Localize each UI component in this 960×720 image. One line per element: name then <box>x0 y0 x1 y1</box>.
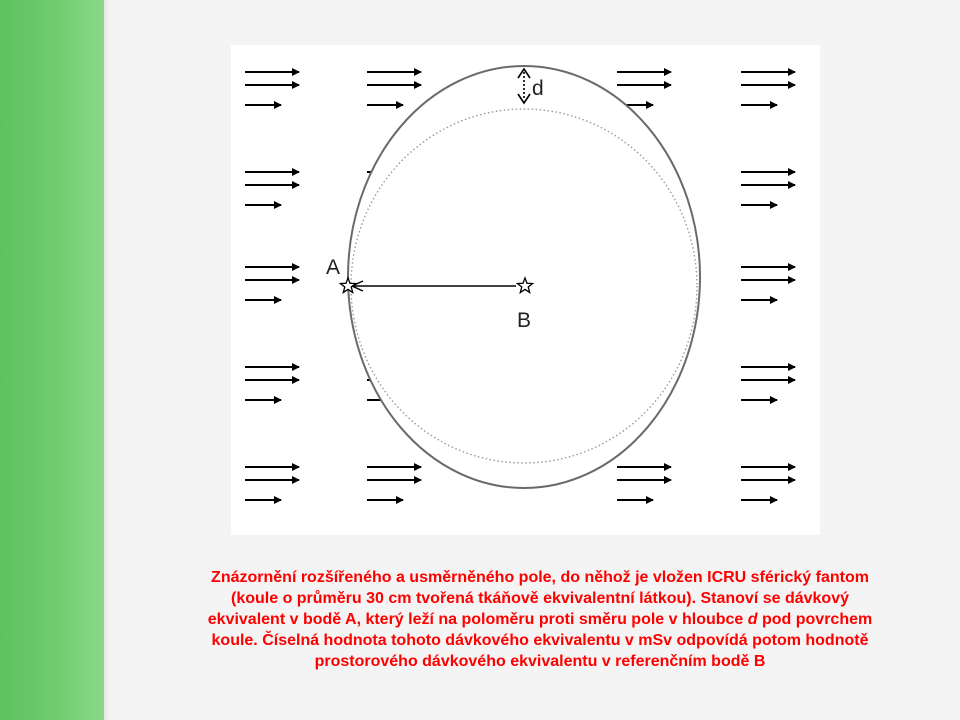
figure-caption <box>140 567 940 672</box>
caption-line-2: (koule o průměru 30 cm tvořená tkáňově ekvivalentní látkou). Stanoví se dávkový <box>231 590 849 607</box>
icru-sphere-outer <box>348 66 700 488</box>
caption-line-4: koule. Číselná hodnota tohoto dávkového ekvivalentu v mSv odpovídá potom hodnotě <box>211 632 869 649</box>
caption-variable-d: d <box>747 611 758 628</box>
side-bar-shadow <box>104 0 110 720</box>
caption-line-3 <box>140 609 940 630</box>
green-side-bar <box>0 0 104 720</box>
caption-line-3-start: ekvivalent v bodě A, který leží na poloměru proti směru pole v hloubce <box>207 611 748 628</box>
label-b: B <box>517 309 532 332</box>
caption-line-3-end: pod povrchem <box>757 611 873 628</box>
caption-line-1: Znázornění rozšířeného a usměrněného pole, do něhož je vložen ICRU sférický fantom <box>211 569 869 586</box>
phantom-diagram-svg <box>231 45 820 535</box>
label-d: d <box>532 77 544 100</box>
label-a: A <box>326 256 341 279</box>
phantom-diagram <box>231 45 820 535</box>
caption-line-5: prostorového dávkového ekvivalentu v referenčním bodě B <box>314 653 766 670</box>
